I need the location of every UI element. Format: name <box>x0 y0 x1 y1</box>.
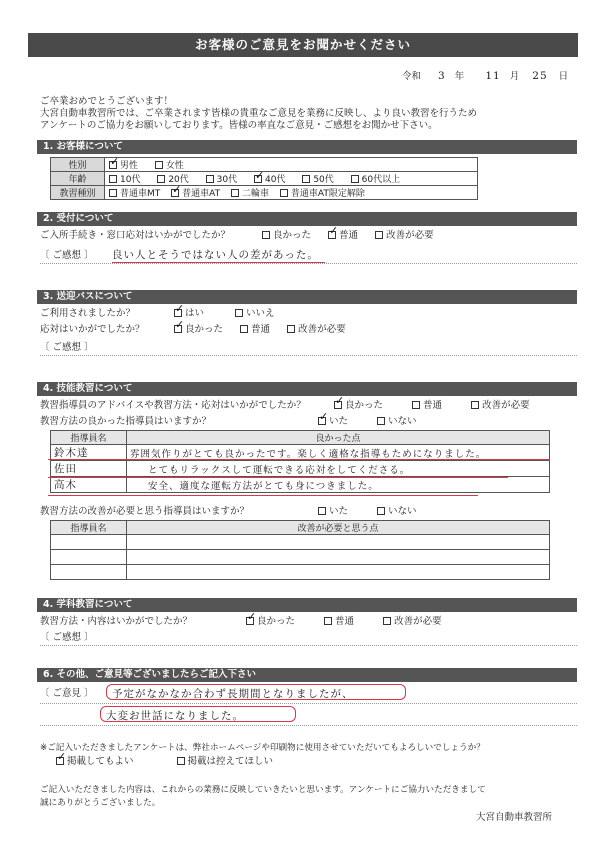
checkbox-bus-no[interactable] <box>235 309 243 317</box>
consent-question: ※ご記入いただきましたアンケートは、弊社ホームページや印刷物に使用させていただいてもよろしいでしょうか？ <box>40 743 485 753</box>
checkbox-bus-normal[interactable] <box>240 325 248 333</box>
footer-line-2: 誠にありがとうございました。 <box>40 798 161 808</box>
col-improve-points: 改善が必要と思う点 <box>127 521 550 535</box>
age-label: 年齢 <box>51 172 105 186</box>
checkbox-age-10s[interactable] <box>109 175 117 183</box>
reception-comment: 良い人とそうではない人の差があった。 <box>112 247 325 263</box>
divider <box>40 725 577 726</box>
table-row-name: 鈴木達 <box>51 445 127 461</box>
page-title: お客様のご意見をお聞かせください <box>28 33 578 57</box>
checkbox-reception-good[interactable] <box>262 231 270 239</box>
age-options: 10代 20代 30代 ✓ 40代 50代 60代以上 <box>105 172 478 186</box>
section-header-academic: 4. 学科教習について <box>37 598 577 612</box>
course-type-options: 普通車MT ✓ 普通車AT 二輪車 普通車AT限定解除 <box>105 186 478 200</box>
section-header-reception: 2. 受付について <box>37 212 577 226</box>
checkbox-academic-good[interactable] <box>246 617 254 625</box>
table-row-empty <box>51 565 127 580</box>
section-header-bus: 3. 送迎バスについて <box>37 290 577 304</box>
skills-question-good-instructor: 教習方法の良かった指導員はいますか？ <box>40 416 212 427</box>
table-row-name: 高木 <box>51 477 127 493</box>
bus-comment-label: 〔 ご感想 〕 <box>40 342 94 353</box>
checkbox-at[interactable] <box>171 189 179 197</box>
bus-used-options: ✓ はい いいえ <box>174 308 275 320</box>
checkbox-skills-improve[interactable] <box>471 401 479 409</box>
improve-instructor-table <box>50 520 550 580</box>
gender-label: 性別 <box>51 158 105 172</box>
col-instructor-name: 指導員名 <box>51 431 127 445</box>
skills-good-instructor-options: ✓ いた いない <box>318 416 417 428</box>
checkbox-improve-instructor-yes[interactable] <box>318 507 326 515</box>
skills-improve-instructor-options: いた いない <box>318 506 417 518</box>
table-row-empty <box>51 550 127 565</box>
checkbox-academic-normal[interactable] <box>324 617 332 625</box>
table-row-empty <box>51 535 127 550</box>
highlight-underline <box>48 477 508 478</box>
divider <box>40 645 577 646</box>
checkbox-age-30s[interactable] <box>206 175 214 183</box>
checkbox-skills-good[interactable] <box>334 401 342 409</box>
consent-options: ✓掲載してもよい 掲載は控えてほしい <box>56 756 273 768</box>
academic-question: 教習方法・内容はいかがでしたか？ <box>40 616 193 627</box>
checkbox-age-20s[interactable] <box>157 175 165 183</box>
table-row-point: とてもリラックスして運転できる応対をしてくださる。 <box>127 461 550 477</box>
divider <box>40 355 577 356</box>
academic-comment-label: 〔 ご感想 〕 <box>40 632 94 643</box>
checkbox-consent-no[interactable] <box>177 757 185 765</box>
table-row-point: 安全、適度な運転方法がとても身につきました。 <box>127 477 550 493</box>
checkbox-academic-improve[interactable] <box>383 617 391 625</box>
academic-options: ✓ 良かった 普通 改善が必要 <box>246 616 442 628</box>
skills-question-improve-instructor: 教習方法の改善が必要と思う指導員はいますか？ <box>40 506 250 517</box>
date-field: 令和 3 年 11 月 25 日 <box>402 70 569 82</box>
checkbox-bus-yes[interactable] <box>174 309 182 317</box>
checkbox-age-40s[interactable] <box>254 175 262 183</box>
reception-options: 良かった ✓ 普通 改善が必要 <box>262 230 434 242</box>
section-header-customer: 1. お客様について <box>37 140 577 154</box>
checkbox-good-instructor-yes[interactable] <box>318 417 326 425</box>
checkbox-female[interactable] <box>155 161 163 169</box>
table-row-name: 佐田 <box>51 461 127 477</box>
date-day-value: 25 <box>532 70 548 82</box>
checkbox-skills-normal[interactable] <box>412 401 420 409</box>
highlight-underline <box>48 495 478 496</box>
section-header-other: 6. その他、ご意見等ございましたらご記入下さい <box>37 668 577 682</box>
footer-organization: 大宮自動車教習所 <box>476 812 553 823</box>
section-header-skills: 4. 技能教習について <box>37 382 577 396</box>
highlight-underline <box>48 459 550 460</box>
intro-line-3: アンケートのご協力をお願いしております。皆様の率直なご意見・ご感想をお聞かせ下さい。 <box>40 120 438 131</box>
checkbox-consent-yes[interactable] <box>56 757 64 765</box>
intro-line-1: ご卒業おめでとうございます！ <box>40 96 174 107</box>
profile-table <box>50 157 478 200</box>
checkbox-bus-good[interactable] <box>174 325 182 333</box>
bus-service-options: ✓ 良かった 普通 改善が必要 <box>174 324 346 336</box>
checkbox-reception-normal[interactable] <box>328 231 336 239</box>
checkbox-reception-improve[interactable] <box>375 231 383 239</box>
checkbox-improve-instructor-no[interactable] <box>377 507 385 515</box>
checkbox-age-50s[interactable] <box>302 175 310 183</box>
col-good-points: 良かった点 <box>127 431 550 445</box>
other-comment-label: 〔 ご意見 〕 <box>40 688 94 699</box>
checkbox-motorcycle[interactable] <box>231 189 239 197</box>
gender-options: ✓ 男性 女性 <box>105 158 478 172</box>
date-era: 令和 <box>402 71 422 82</box>
checkbox-bus-improve[interactable] <box>287 325 295 333</box>
reception-comment-label: 〔 ご感想 〕 <box>40 250 94 261</box>
skills-instructor-options: ✓ 良かった 普通 改善が必要 <box>334 400 530 412</box>
intro-line-2: 大宮自動車教習所では、ご卒業されます皆様の貴重なご意見を業務に反映し、より良い教習を行うため <box>40 108 478 119</box>
date-year-value: 3 <box>438 70 446 82</box>
course-type-label: 教習種別 <box>51 186 105 200</box>
checkbox-age-60s-plus[interactable] <box>351 175 359 183</box>
skills-question-instructor: 教習指導員のアドバイスや教習方法・応対はいかがでしたか？ <box>40 400 306 411</box>
checkbox-mt[interactable] <box>109 189 117 197</box>
col-instructor-name: 指導員名 <box>51 521 127 535</box>
other-comment-line-2: 大変お世話になりました。 <box>106 710 244 722</box>
bus-question-used: ご利用されましたか？ <box>40 308 136 319</box>
date-month-value: 11 <box>485 70 501 82</box>
table-row-point: 雰囲気作りがとても良かったです。楽しく適格な指導もためになりました。 <box>127 445 550 461</box>
bus-question-service: 応対はいかがでしたか？ <box>40 324 145 335</box>
checkbox-at-limit-removal[interactable] <box>280 189 288 197</box>
checkbox-male[interactable] <box>109 161 117 169</box>
divider <box>40 703 577 704</box>
reception-question: ご入所手続き・窓口応対はいかがでしたか？ <box>40 230 231 241</box>
good-instructor-table <box>50 430 550 493</box>
other-comment-line-1: 予定がなかなか合わず長期間となりましたが、 <box>112 688 354 700</box>
footer-line-1: ご記入いただきました内容は、これからの業務に反映していきたいと思います。アンケートにご協力いただきまして <box>40 785 486 795</box>
checkbox-good-instructor-no[interactable] <box>377 417 385 425</box>
divider <box>40 263 577 264</box>
